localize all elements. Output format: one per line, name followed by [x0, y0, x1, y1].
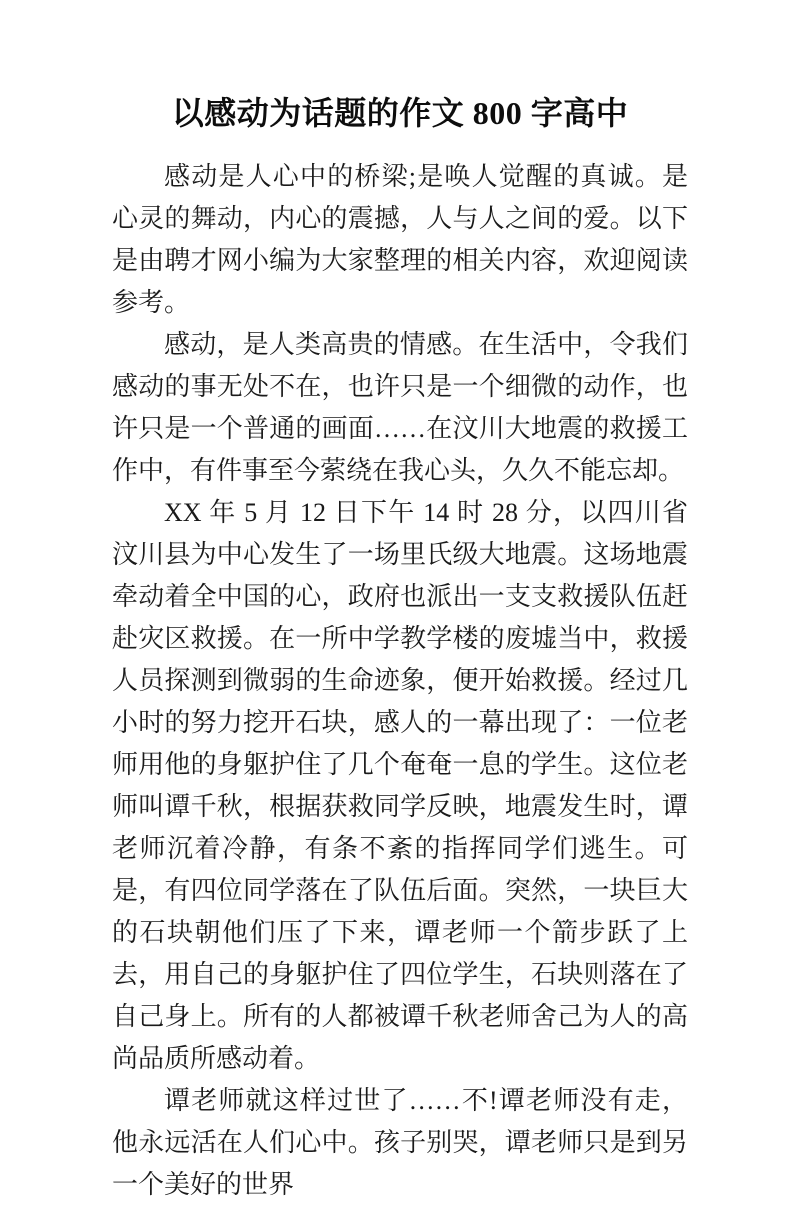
essay-paragraph: 谭老师就这样过世了……不!谭老师没有走，他永远活在人们心中。孩子别哭，谭老师只是到另一个美好的世界 — [112, 1086, 688, 1199]
essay-body — [0, 156, 800, 1206]
essay-paragraph: 感动是人心中的桥梁;是唤人觉醒的真诚。是心灵的舞动，内心的震撼，人与人之间的爱。以下是由聘才网小编为大家整理的相关内容，欢迎阅读参考。 — [112, 162, 688, 317]
essay-paragraph: 感动，是人类高贵的情感。在生活中，令我们感动的事无处不在，也许只是一个细微的动作，也许只是一个普通的画面……在汶川大地震的救援工作中，有件事至今萦绕在我心头，久久不能忘却。 — [112, 330, 688, 485]
essay-paragraph: XX 年 5 月 12 日下午 14 时 28 分，以四川省汶川县为中心发生了一场里氏级大地震。这场地震牵动着全中国的心，政府也派出一支支救援队伍赶赴灾区救援。在一所中学教学楼的废墟当中，救援人员探测到微弱的生命迹象，便开始救援。经过几小时的努力挖开石块，感人的一幕出现了：一位老师用他的身躯护住了几个奄奄一息的学生。这位老师叫谭千秋，根据获救同学反映，地震发生时，谭老师沉着冷静，有条不紊的指挥同学们逃生。可是，有四位同学落在了队伍后面。突然，一块巨大的石块朝他们压了下来，谭老师一个箭步跃了上去，用自己的身躯护住了四位学生，石块则落在了自己身上。所有的人都被谭千秋老师舍己为人的高尚品质所感动着。 — [112, 498, 688, 1073]
page-title: 以感动为话题的作文 800 字高中 — [171, 95, 629, 131]
